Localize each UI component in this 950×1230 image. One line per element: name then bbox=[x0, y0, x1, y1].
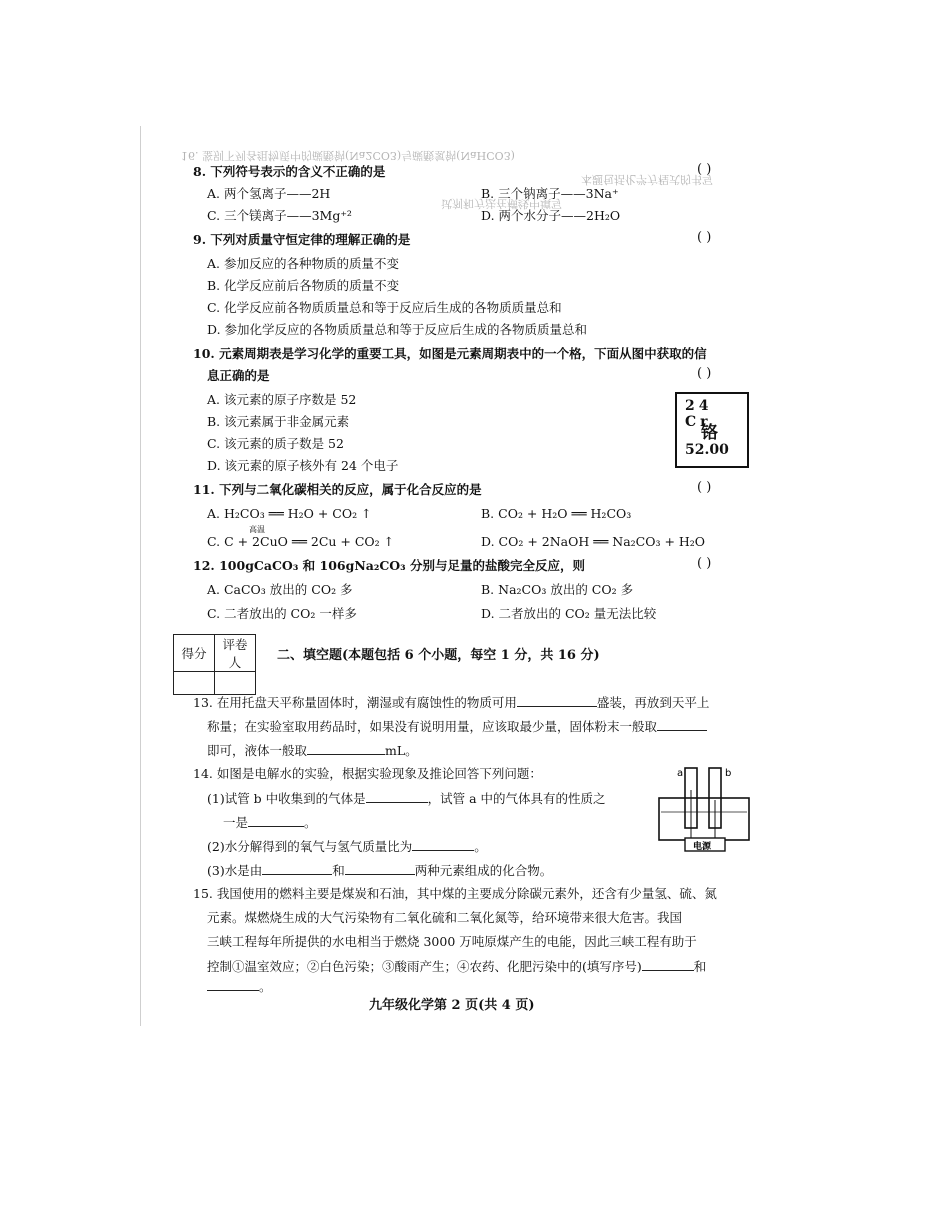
question-14-line-1: (1)试管 b 中收集到的气体是 ，试管 a 中的气体具有的性质之 bbox=[207, 791, 606, 806]
option-b: B. 该元素属于非金属元素 bbox=[207, 414, 350, 429]
reaction-condition: 高温 bbox=[249, 525, 265, 534]
answer-blank[interactable] bbox=[366, 790, 428, 803]
water-trough bbox=[659, 798, 749, 840]
question-12-stem: 12. 100gCaCO₃ 和 106gNa₂CO₃ 分别与足量的盐酸完全反应，则 bbox=[193, 558, 585, 573]
option-c: C. 该元素的质子数是 52 bbox=[207, 436, 344, 451]
option-a: A. H₂CO₃ ══ H₂O + CO₂ ↑ bbox=[207, 506, 372, 521]
answer-bracket: ( ) bbox=[697, 480, 712, 495]
score-cell[interactable] bbox=[174, 672, 215, 695]
question-15-line-1: 15. 我国使用的燃料主要是煤炭和石油，其中煤的主要成分除碳元素外，还含有少量氢、硫、氮 bbox=[193, 886, 717, 901]
answer-bracket: ( ) bbox=[697, 162, 712, 177]
option-c: C. 三个镁离子——3Mg⁺² bbox=[207, 208, 352, 223]
label-b: b bbox=[725, 768, 732, 779]
answer-blank[interactable] bbox=[345, 862, 415, 875]
option-d: D. 二者放出的 CO₂ 量无法比较 bbox=[481, 606, 657, 621]
bleed-through-text: 试剂和方法在横线中填写 bbox=[441, 197, 562, 210]
option-d: D. 两个水分子——2H₂O bbox=[481, 208, 621, 223]
option-a: A. 参加反应的各种物质的质量不变 bbox=[207, 256, 399, 271]
bleed-through-text: 本题包括化学方程式的书写 bbox=[581, 173, 713, 186]
periodic-table-cell bbox=[675, 392, 749, 468]
atomic-mass: 52.00 bbox=[685, 442, 729, 458]
answer-blank[interactable] bbox=[207, 978, 259, 991]
answer-bracket: ( ) bbox=[697, 366, 712, 381]
option-b: B. 三个钠离子——3Na⁺ bbox=[481, 186, 619, 201]
question-13-line-1: 13. 在用托盘天平称量固体时，潮湿或有腐蚀性的物质可用 盛装，再放到天平上 bbox=[193, 695, 710, 710]
question-9-stem: 9. 下列对质量守恒定律的理解正确的是 bbox=[193, 232, 411, 247]
score-header: 得分 bbox=[174, 635, 215, 672]
question-15-line-2: 元素。煤燃烧生成的大气污染物有二氧化硫和二氧化氮等，给环境带来很大危害。我国 bbox=[207, 910, 683, 925]
electrolysis-diagram bbox=[655, 760, 753, 852]
grader-header: 评卷人 bbox=[215, 635, 256, 672]
answer-blank[interactable] bbox=[248, 814, 304, 827]
question-15-line-3: 三峡工程每年所提供的水电相当于燃烧 3000 万吨原煤产生的电能，因此三峡工程有助于 bbox=[207, 934, 697, 949]
answer-bracket: ( ) bbox=[697, 556, 712, 571]
label-a: a bbox=[677, 768, 684, 779]
question-15-line-4: 控制①温室效应；②白色污染；③酸雨产生；④农药、化肥污染中的(填写序号) 和 bbox=[207, 959, 707, 974]
question-13-line-2: 称量；在实验室取用药品时，如果没有说明用量，应该取最少量，固体粉末一般取 bbox=[207, 718, 707, 735]
option-b: B. Na₂CO₃ 放出的 CO₂ 多 bbox=[481, 582, 634, 597]
option-b: B. CO₂ + H₂O ══ H₂CO₃ bbox=[481, 506, 632, 521]
atomic-number: 24 Cr bbox=[685, 398, 713, 430]
answer-blank[interactable] bbox=[517, 694, 597, 707]
answer-blank[interactable] bbox=[307, 742, 385, 755]
question-14-stem: 14. 如图是电解水的实验，根据实验现象及推论回答下列问题： bbox=[193, 766, 542, 781]
option-c: C. 二者放出的 CO₂ 一样多 bbox=[207, 606, 357, 621]
score-table bbox=[173, 634, 256, 695]
question-10-stem: 10. 元素周期表是学习化学的重要工具，如图是元素周期表中的一个格，下面从图中获取的信 bbox=[193, 346, 707, 361]
page-footer: 九年级化学第 2 页(共 4 页) bbox=[369, 998, 535, 1013]
option-d: D. 参加化学反应的各物质质量总和等于反应后生成的各物质质量总和 bbox=[207, 322, 588, 337]
option-a: A. 两个氢离子——2H bbox=[207, 186, 331, 201]
question-14-line-4: (3)水是由 和 两种元素组成的化合物。 bbox=[207, 863, 553, 878]
exam-page bbox=[140, 126, 796, 1026]
answer-blank[interactable] bbox=[412, 838, 474, 851]
bleed-through-text: 16. 鉴别下列各组物质中的碳酸钠(Na2CO3)与碳酸氢钠(NaHCO3) bbox=[181, 149, 515, 162]
power-supply-label: 电源 bbox=[693, 842, 712, 852]
answer-blank[interactable] bbox=[262, 862, 332, 875]
answer-blank[interactable] bbox=[642, 958, 694, 971]
question-10-stem-cont: 息正确的是 bbox=[207, 368, 270, 383]
option-c: C. C + 2CuO ══ 2Cu + CO₂ ↑ bbox=[207, 534, 395, 549]
element-name: 铬 bbox=[701, 423, 718, 443]
option-d: D. 该元素的原子核外有 24 个电子 bbox=[207, 458, 399, 473]
option-c: C. 化学反应前各物质质量总和等于反应后生成的各物质质量总和 bbox=[207, 300, 562, 315]
option-a: A. 该元素的原子序数是 52 bbox=[207, 392, 357, 407]
question-13-line-3: 即可，液体一般取 mL。 bbox=[207, 743, 418, 758]
grader-cell[interactable] bbox=[215, 672, 256, 695]
answer-bracket: ( ) bbox=[697, 230, 712, 245]
option-a: A. CaCO₃ 放出的 CO₂ 多 bbox=[207, 582, 353, 597]
question-15-line-5: 。 bbox=[207, 978, 272, 995]
option-b: B. 化学反应前后各物质的质量不变 bbox=[207, 278, 400, 293]
question-8-stem: 8. 下列符号表示的含义不正确的是 bbox=[193, 164, 386, 179]
question-14-line-3: (2)水分解得到的氧气与氢气质量比为 。 bbox=[207, 839, 487, 854]
question-11-stem: 11. 下列与二氧化碳相关的反应，属于化合反应的是 bbox=[193, 482, 482, 497]
question-14-line-2: 一是 。 bbox=[223, 815, 317, 830]
section-title: 二、填空题(本题包括 6 个小题，每空 1 分，共 16 分) bbox=[277, 648, 600, 663]
option-d: D. CO₂ + 2NaOH ══ Na₂CO₃ + H₂O bbox=[481, 534, 706, 549]
answer-blank[interactable] bbox=[657, 718, 707, 731]
